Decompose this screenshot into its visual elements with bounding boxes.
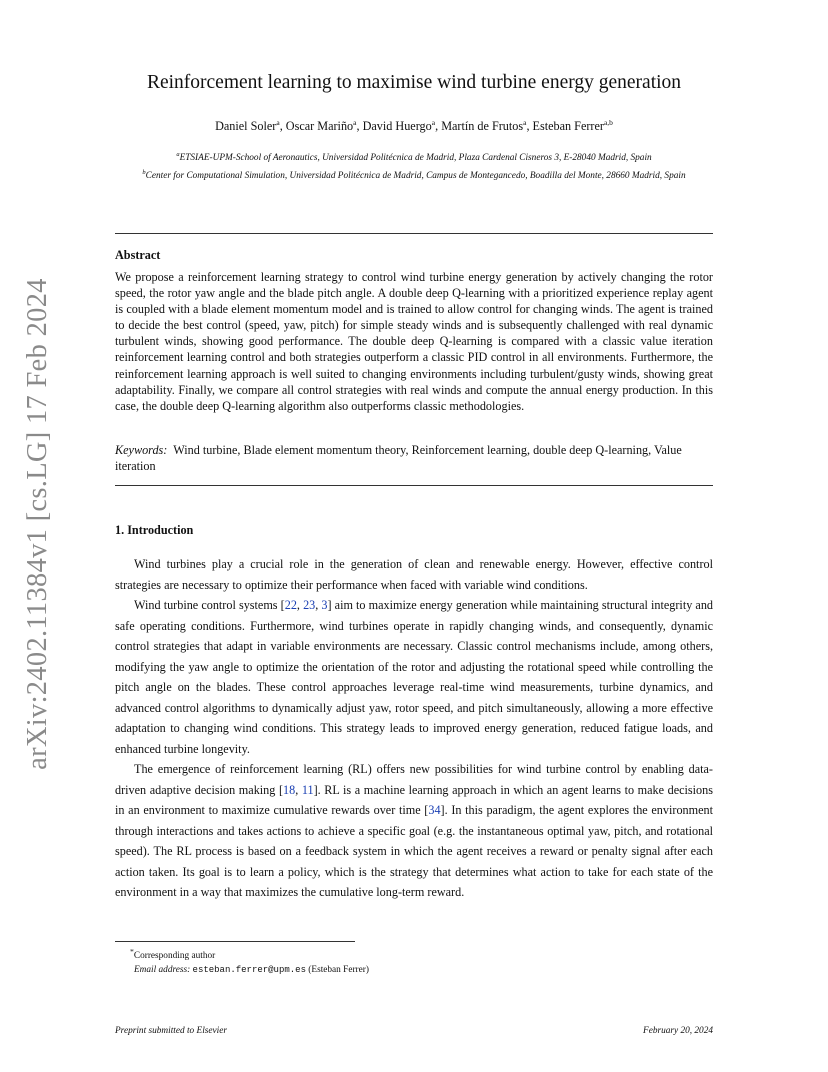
affiliation-mark: a (176, 151, 180, 158)
author-name: Daniel Soler (215, 119, 277, 134)
footnote-email (115, 963, 713, 977)
keywords-label: Keywords: (115, 443, 168, 457)
author-separator: , (279, 119, 286, 134)
affiliation-text: ETSIAE-UPM-School of Aeronautics, Universidad Politécnica de Madrid, Plaza Cardenal Cisneros 3, E-28040 Madrid, Spain (179, 153, 652, 164)
section-heading-introduction: 1. Introduction (115, 523, 194, 537)
affiliation-mark: b (142, 168, 146, 176)
affiliation-text: Center for Computational Simulation, Universidad Politécnica de Madrid, Campus de Montegancedo, Boadilla del Monte, 28660 Madrid, Spain (145, 170, 686, 181)
affiliation-a (130, 148, 698, 166)
author-name: Oscar Mariño (285, 119, 354, 134)
footnote-mark: * (130, 947, 134, 956)
affiliation-b (130, 166, 698, 184)
citation-separator: , (295, 782, 302, 797)
citation-link[interactable]: 34 (428, 803, 441, 817)
citation-link[interactable]: 23 (303, 598, 316, 612)
keywords-text: Wind turbine, Blade element momentum theory, Reinforcement learning, double deep Q-learning, Value iteration (115, 443, 682, 474)
paper-title: Reinforcement learning to maximise wind turbine energy generation (146, 72, 682, 93)
author-name: David Huergo (362, 119, 432, 134)
paragraph-text: ]. RL is a machine learning approach in which an agent learns to make decisions in an environment to maximize cumulative rewards over time [ (115, 782, 713, 817)
divider-bottom (115, 485, 713, 486)
email-owner: (Esteban Ferrer) (308, 965, 369, 976)
keywords (115, 442, 713, 474)
abstract-heading: Abstract (115, 248, 161, 262)
author-separator: , (435, 119, 442, 134)
paragraph-text: ] aim to maximize energy generation while maintaining structural integrity and safe operating conditions. Furthermore, wind turbines operate in rapidly changing winds, and consequently, dynamic control strategies that adapt in variable environments are necessary. Classic control mechanisms include, among others, modifying the yaw angle to optimize the orientation of the rotor and adjusting the rotational speed while controlling the pitch angle on the blades. These control approaches leverage real-time wind measurements, turbine dynamics, and advanced control algorithms to dynamically adjust yaw, rotor speed, and pitch simultaneously, allowing a more effective adaptation to changing wind conditions. This strategy leads to improved energy generation, reduced fatigue loads, and enhanced turbine longevity. (115, 598, 714, 756)
author-name: Martín de Frutos (441, 119, 524, 134)
citation-link[interactable]: 18 (283, 782, 296, 797)
citation-separator: , (315, 598, 322, 612)
footnote-rule (115, 941, 355, 942)
email-address[interactable]: esteban.ferrer@upm.es (192, 965, 306, 976)
footer-date: February 20, 2024 (643, 1026, 713, 1036)
paragraph (115, 595, 713, 759)
email-label: Email address: (134, 965, 191, 976)
footer-preprint: Preprint submitted to Elsevier (115, 1026, 227, 1036)
abstract-text: We propose a reinforcement learning strategy to control wind turbine energy generation by actively changing the rotor speed, the rotor yaw angle and the blade pitch angle. A double deep Q-learning with a prioritized experience replay agent is coupled with a blade element momentum model and is trained to allow control for changing winds. The agent is trained to decide the best control (speed, yaw, pitch) for simple steady winds and is subsequently challenged with real dynamic turbulent winds, showing good performance. The double deep Q-learning is compared with a classic value iteration reinforcement learning control and both strategies outperform a classic PID control in all environments. Furthermore, the reinforcement learning approach is well suited to changing environments including turbulent/gusty winds, showing great adaptability. Finally, we compare all control strategies with real winds and compute the annual energy production. In this case, the double deep Q-learning algorithm also outperforms classic methodologies. (115, 270, 713, 413)
paragraph (115, 554, 713, 595)
author-affiliation-mark: a (276, 118, 280, 127)
affiliations (130, 148, 698, 183)
citation-link[interactable]: 3 (321, 598, 328, 612)
author-separator: , (356, 119, 363, 134)
citation-link[interactable]: 22 (284, 598, 297, 612)
author-list (115, 118, 713, 134)
introduction-body (115, 554, 713, 903)
footnote-corresponding-text: Corresponding author (133, 951, 216, 962)
author-affiliation-mark: a,b (603, 118, 613, 127)
paragraph (115, 759, 713, 903)
author-affiliation-mark: a (431, 118, 436, 127)
paragraph-text: ]. In this paradigm, the agent explores the environment through interactions and takes actions to achieve a specific goal (e.g. the instantaneous optimal yaw, pitch, and rotational speed). The RL process is based on a feedback system in which the agent receives a reward or penalty signal after each action taken. Its goal is to learn a policy, which is the strategy that determines what action to take for each state of the environment in a way that maximizes the cumulative long-term reward. (115, 803, 713, 899)
paragraph-text: Wind turbine control systems [ (134, 598, 285, 612)
divider-top (115, 233, 713, 234)
paragraph-text: The emergence of reinforcement learning (RL) offers new possibilities for wind turbine control by enabling data-driven adaptive decision making [ (115, 762, 713, 797)
footnote-corresponding (115, 945, 713, 963)
citation-link[interactable]: 11 (301, 782, 314, 797)
author-name: Esteban Ferrer (532, 119, 604, 134)
citation-separator: , (296, 598, 304, 612)
paragraph-text: Wind turbines play a crucial role in the generation of clean and renewable energy. However, effective control strategies are necessary to optimize their performance when faced with variable wind conditions. (115, 557, 713, 592)
author-separator: , (526, 119, 533, 134)
footnote (115, 945, 713, 977)
author-affiliation-mark: a (353, 118, 357, 127)
arxiv-identifier-text: arXiv:2402.11384v1 [cs.LG] 17 Feb 2024 (22, 278, 53, 770)
arxiv-identifier (20, 278, 56, 770)
author-affiliation-mark: a (523, 118, 527, 127)
